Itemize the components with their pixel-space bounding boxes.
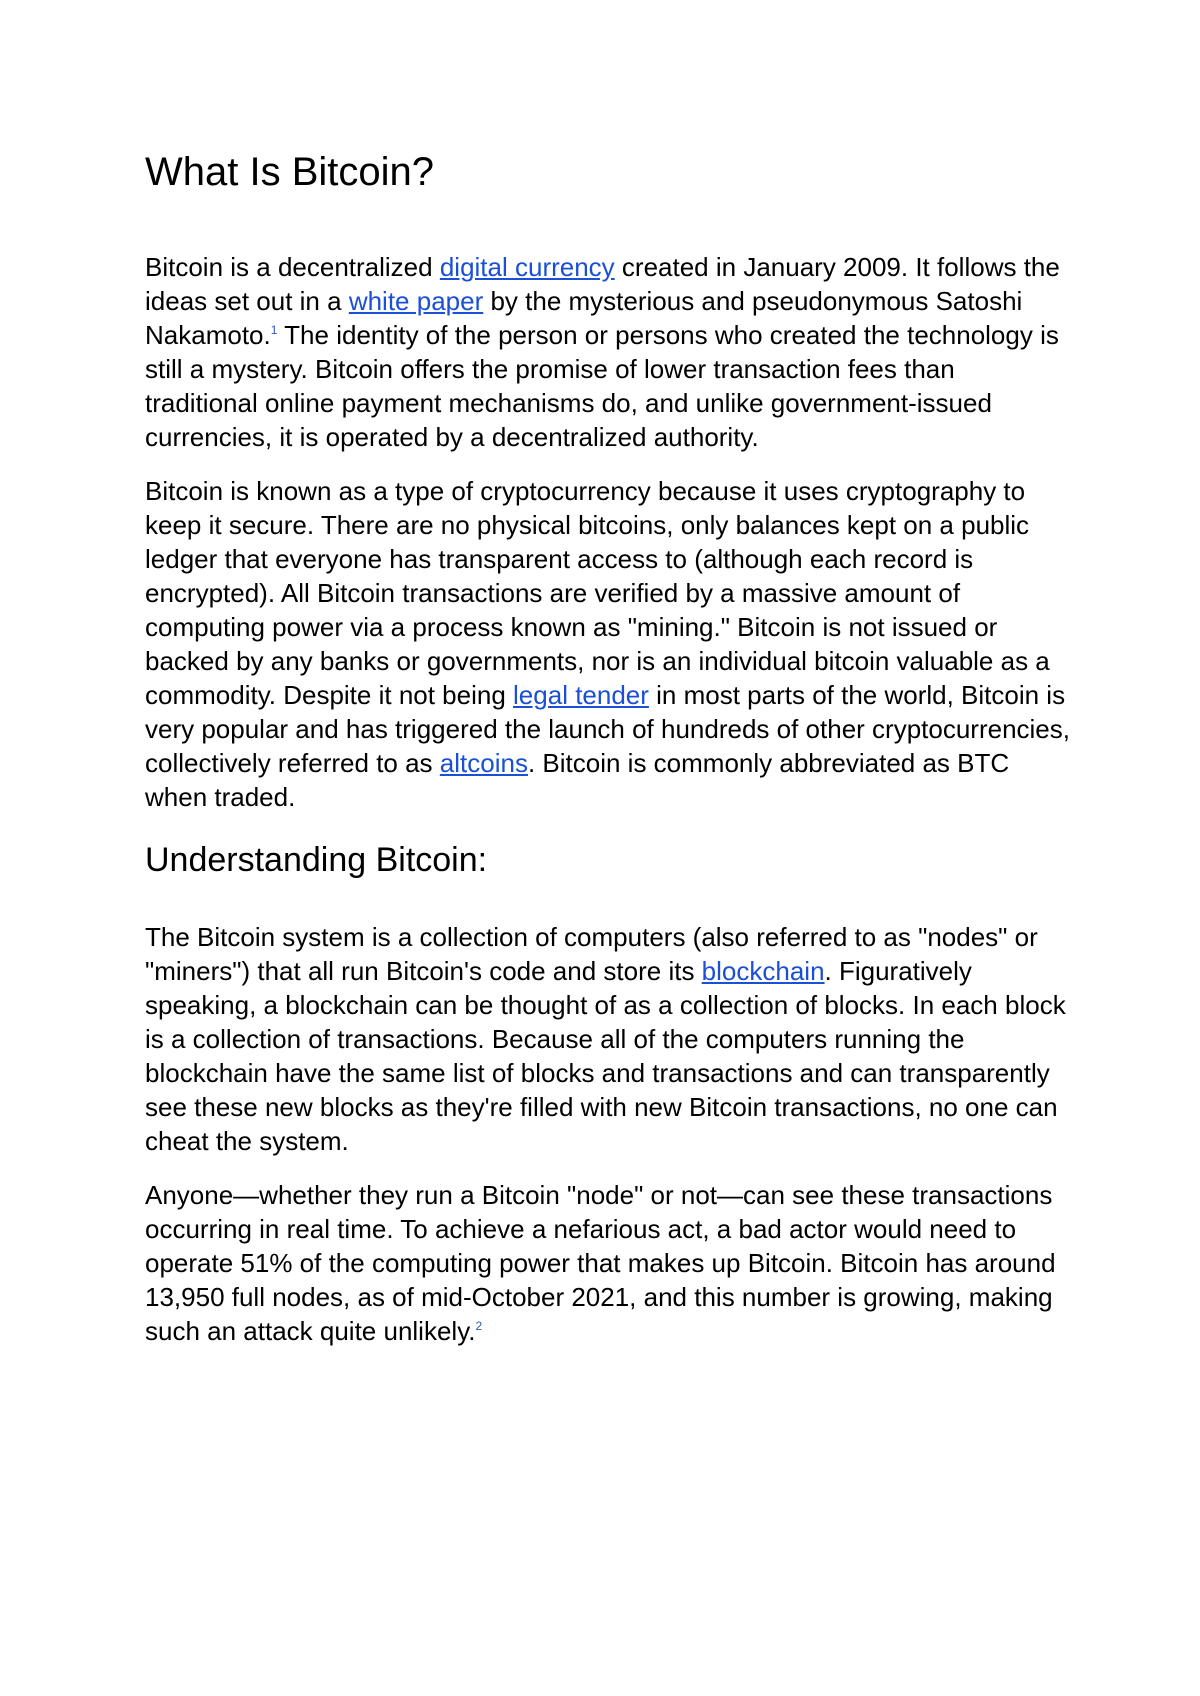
- footnote-ref-2[interactable]: 2: [475, 1319, 483, 1333]
- text-span: The Bitcoin system is a collection of computers (also referred to as "nodes" or "miners") that all run Bitcoin's code and store its: [145, 922, 1038, 986]
- document-page: [145, 150, 1070, 1368]
- link-altcoins[interactable]: altcoins: [439, 748, 528, 778]
- text-span: . Figuratively speaking, a blockchain can be thought of as a collection of blocks. In each block is a collection of transactions. Because all of the computers running the blockchain have the same list of blocks and transactions and can transparently see these new blocks as they're filled with new Bitcoin transactions, no one can cheat the system.: [145, 956, 1066, 1156]
- text-span: in most parts of the world, Bitcoin is very popular and has triggered the launch of hundreds of other cryptocurrencies, collectively referred to as: [145, 680, 1070, 778]
- paragraph-system: [145, 920, 1070, 1158]
- footnote-ref-1[interactable]: 1: [270, 323, 278, 337]
- paragraph-intro: [145, 250, 1070, 454]
- text-span: Bitcoin is a decentralized: [145, 252, 440, 282]
- link-digital-currency[interactable]: digital currency: [439, 252, 615, 282]
- text-span: Anyone—whether they run a Bitcoin "node" or not—can see these transactions occurring in real time. To achieve a nefarious act, a bad actor would need to operate 51% of the computing power that makes up Bitcoin. Bitcoin has around 13,950 full nodes, as of mid-October 2021, and this number is growing, making such an attack quite unlikely.: [145, 1180, 1056, 1346]
- page-title: What Is Bitcoin?: [145, 150, 435, 194]
- link-blockchain[interactable]: blockchain: [701, 956, 825, 986]
- paragraph-cryptocurrency: [145, 474, 1070, 814]
- section-heading: Understanding Bitcoin:: [145, 841, 488, 879]
- link-legal-tender[interactable]: legal tender: [513, 680, 649, 710]
- text-span: created in January 2009. It follows the ideas set out in a: [145, 252, 1060, 316]
- text-span: Bitcoin is known as a type of cryptocurrency because it uses cryptography to keep it secure. There are no physical bitcoins, only balances kept on a public ledger that everyone has transparent access to (although each record is encrypted). All Bitcoin transactions are verified by a massive amount of computing power via a process known as "mining." Bitcoin is not issued or backed by any banks or governments, nor is an individual bitcoin valuable as a commodity. Despite it not being: [145, 476, 1050, 710]
- text-span: . Bitcoin is commonly abbreviated as BTC when traded.: [145, 748, 1010, 812]
- link-white-paper[interactable]: white paper: [348, 286, 484, 316]
- text-span: The identity of the person or persons who created the technology is still a mystery. Bitcoin offers the promise of lower transaction fees than traditional online payment mechanisms do, and unlike government-issued currencies, it is operated by a decentralized authority.: [145, 320, 1059, 452]
- text-span: by the mysterious and pseudonymous Satoshi Nakamoto.: [145, 286, 1023, 350]
- paragraph-nodes: [145, 1178, 1070, 1348]
